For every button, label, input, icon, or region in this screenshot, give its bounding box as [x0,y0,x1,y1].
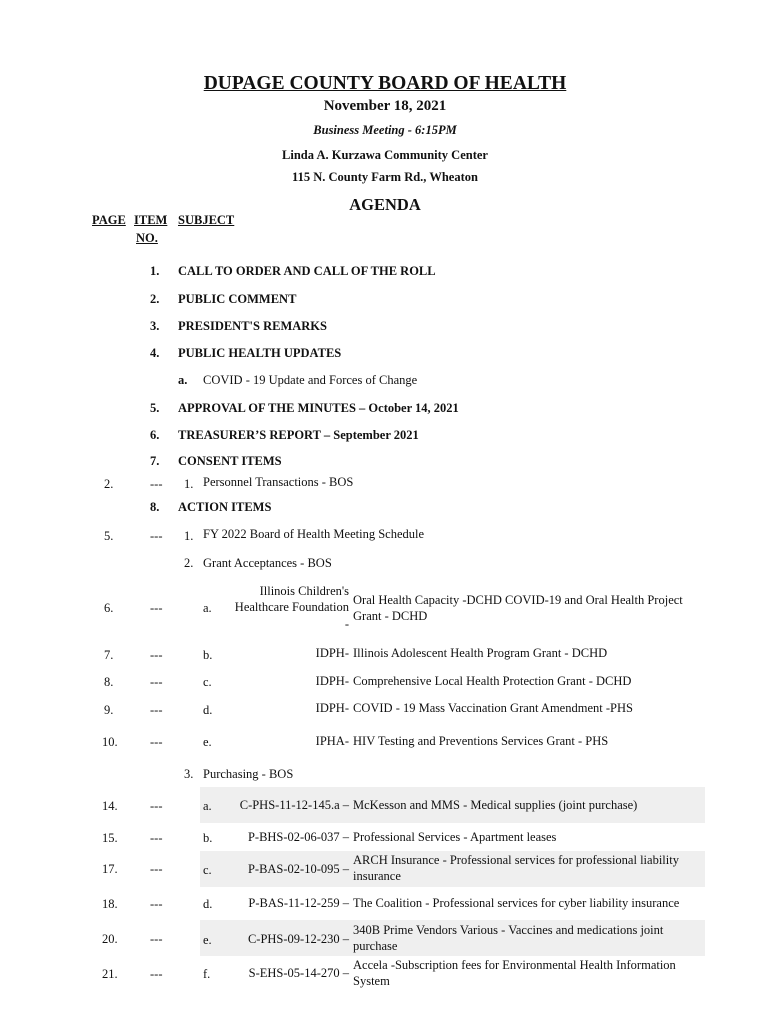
row-page: 7. [104,648,114,662]
row-page: 15. [102,831,118,845]
row-letter: e. [203,933,212,947]
row-item: --- [150,675,163,689]
col-item-no-header: NO. [136,231,158,245]
section-number: 4. [150,346,160,360]
purchase-code: S-EHS-05-14-270 – [248,966,349,980]
grant-code: Illinois Children's [259,584,349,598]
consent-personnel-transactions: Personnel Transactions - BOS [203,475,354,489]
row-item: --- [150,799,163,813]
row-page: 6. [104,601,114,615]
section-action-items: ACTION ITEMS [178,500,272,514]
col-subject-header: SUBJECT [178,213,235,227]
row-item: --- [150,932,163,946]
row-letter: c. [203,863,212,877]
section-call-to-order: CALL TO ORDER AND CALL OF THE ROLL [178,264,436,278]
row-page: 18. [102,897,118,911]
row-letter: d. [203,703,213,717]
grant-code: IDPH- [315,674,349,688]
row-letter: a. [203,799,212,813]
document-title: DUPAGE COUNTY BOARD OF HEALTH [203,73,567,94]
row-letter: a. [203,601,212,615]
grant-code: IDPH- [315,701,349,715]
meeting-date: November 18, 2021 [323,98,447,114]
purchase-code: P-BAS-02-10-095 – [247,862,349,876]
row-item: --- [150,831,163,845]
row-item: --- [150,735,163,749]
row-item: --- [150,897,163,911]
purchase-code: C-PHS-09-12-230 – [247,932,349,946]
row-number: 2. [184,556,194,570]
col-item-header: ITEM [134,213,168,227]
col-page-header: PAGE [92,213,126,227]
update-letter: a. [178,373,188,387]
purchase-340b-prime-vendors: 340B Prime Vendors Various - Vaccines and medications joint purchase [353,923,664,953]
row-number: 3. [184,767,194,781]
row-letter: f. [203,967,211,981]
row-item: --- [150,601,163,615]
row-letter: b. [203,648,213,662]
row-item: --- [150,529,163,543]
meeting-address: 115 N. County Farm Rd., Wheaton [292,170,478,184]
purchase-cyber-liability: The Coalition - Professional services for cyber liability insurance [353,896,680,910]
row-page: 2. [104,477,114,491]
section-number: 1. [150,264,160,278]
grant-code: Healthcare Foundation [234,600,349,614]
section-public-health-updates: PUBLIC HEALTH UPDATES [178,346,342,360]
section-number: 6. [150,428,160,442]
update-item-covid: COVID - 19 Update and Forces of Change [203,373,418,387]
section-number: 2. [150,292,160,306]
row-page: 9. [104,703,114,717]
row-page: 10. [102,735,118,749]
purchasing-heading: Purchasing - BOS [203,767,294,781]
row-number: 1. [184,477,194,491]
grant-oral-health-capacity: Oral Health Capacity -DCHD COVID-19 and Oral Health Project Grant - DCHD [353,593,683,623]
row-item: --- [150,862,163,876]
row-number: 1. [184,529,194,543]
row-item: --- [150,648,163,662]
grant-hiv-testing: HIV Testing and Preventions Services Grant - PHS [353,734,609,748]
section-public-comment: PUBLIC COMMENT [178,292,297,306]
row-page: 17. [102,862,118,876]
row-letter: d. [203,897,213,911]
grant-code: IPHA- [315,734,349,748]
purchase-arch-insurance: ARCH Insurance - Professional services for professional liability insurance [353,853,679,883]
row-letter: c. [203,675,212,689]
row-page: 20. [102,932,118,946]
grant-covid-vaccination: COVID - 19 Mass Vaccination Grant Amendment -PHS [353,701,633,715]
section-presidents-remarks: PRESIDENT'S REMARKS [178,319,327,333]
purchase-accela-subscription: Accela -Subscription fees for Environmental Health Information System [353,958,676,988]
grant-adolescent-health: Illinois Adolescent Health Program Grant - DCHD [353,646,608,660]
purchase-apartment-leases: Professional Services - Apartment leases [353,830,557,844]
purchase-code: P-BHS-02-06-037 – [247,830,349,844]
row-page: 5. [104,529,114,543]
row-item: --- [150,703,163,717]
section-number: 3. [150,319,160,333]
action-meeting-schedule: FY 2022 Board of Health Meeting Schedule [203,527,425,541]
section-number: 7. [150,454,160,468]
row-item: --- [150,477,163,491]
grant-local-health-protection: Comprehensive Local Health Protection Grant - DCHD [353,674,632,688]
section-treasurers-report: TREASURER’S REPORT – September 2021 [178,428,419,442]
agenda-heading: AGENDA [349,195,421,214]
row-item: --- [150,967,163,981]
purchase-code: C-PHS-11-12-145.a – [239,798,349,812]
section-number: 8. [150,500,160,514]
purchase-mckesson-mms: McKesson and MMS - Medical supplies (joint purchase) [353,798,638,812]
row-page: 8. [104,675,114,689]
grant-code: IDPH- [315,646,349,660]
row-letter: b. [203,831,213,845]
grant-code: - [344,617,349,631]
section-approval-minutes: APPROVAL OF THE MINUTES – October 14, 2021 [178,401,459,415]
purchase-code: P-BAS-11-12-259 – [248,896,349,910]
row-page: 21. [102,967,118,981]
grant-acceptances-heading: Grant Acceptances - BOS [203,556,332,570]
section-number: 5. [150,401,160,415]
meeting-type: Business Meeting - 6:15PM [313,123,457,137]
row-letter: e. [203,735,212,749]
row-page: 14. [102,799,118,813]
section-consent-items: CONSENT ITEMS [178,454,282,468]
meeting-venue: Linda A. Kurzawa Community Center [282,148,488,162]
